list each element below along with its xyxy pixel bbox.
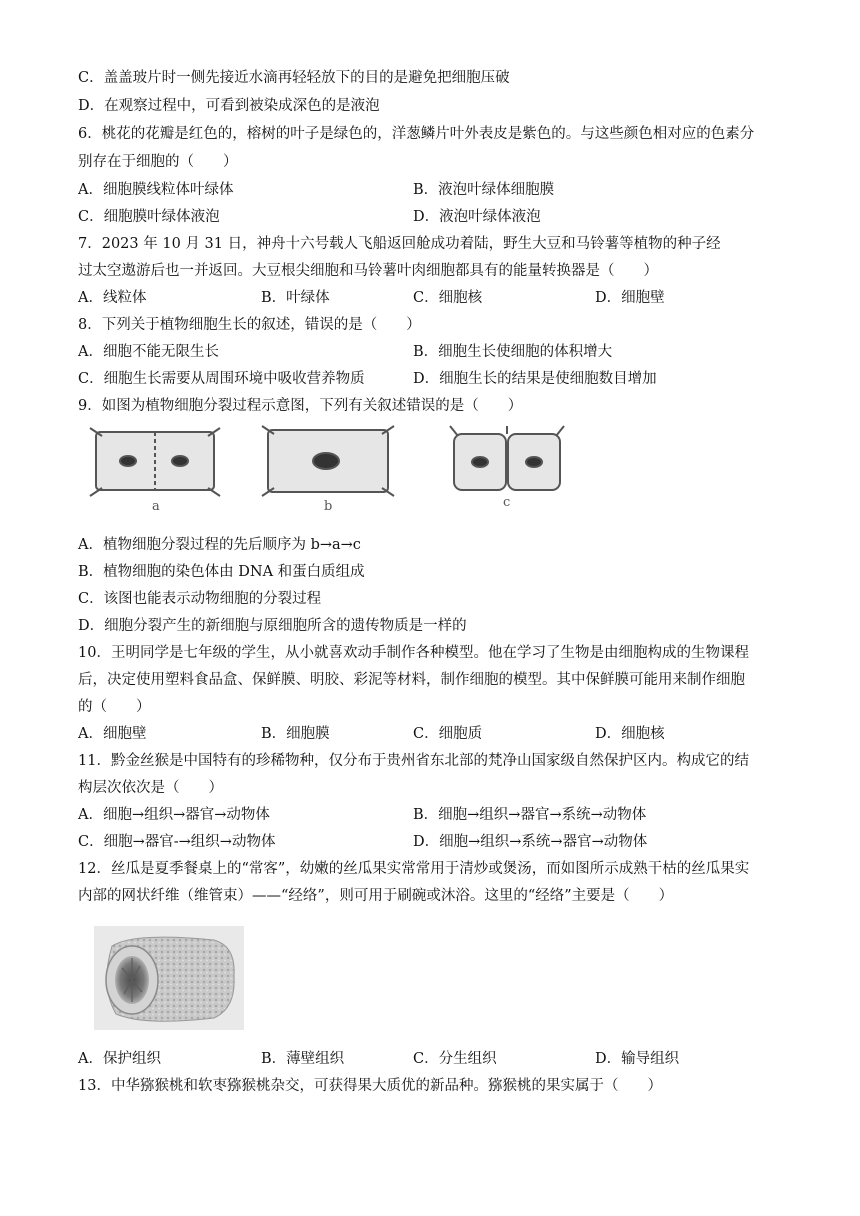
q12-option-c[interactable]: C．分生组织 [413,1051,497,1067]
option-text: D．在观察过程中，可看到被染成深色的是液泡 [78,98,380,114]
q11-option-b[interactable]: B．细胞→组织→器官→系统→动物体 [413,807,647,823]
figure-label-a: a [152,499,160,514]
cell-a [90,428,220,496]
q8-option-c[interactable]: C．细胞生长需要从周围环境中吸收营养物质 [78,371,365,387]
question-6-cont: 别存在于细胞的（ ） [78,154,238,170]
q6-option-c[interactable]: C．细胞膜叶绿体液泡 [78,209,220,225]
q10-option-c[interactable]: C．细胞质 [413,726,483,742]
q12-option-a[interactable]: A．保护组织 [78,1051,161,1067]
cell-c [450,426,564,490]
figure-label-b: b [324,499,333,514]
question-10-cont: 后，决定使用塑料食品盒、保鲜膜、明胶、彩泥等材料，制作细胞的模型。其中保鲜膜可能用来制作细胞 [78,672,745,688]
q10-option-d[interactable]: D．细胞核 [595,726,665,742]
q9-option-b[interactable]: B．植物细胞的染色体由 DNA 和蛋白质组成 [78,564,365,580]
q11-option-a[interactable]: A．细胞→组织→器官→动物体 [78,807,270,823]
question-7: 7．2023 年 10 月 31 日，神舟十六号载人飞船返回舱成功着陆，野生大豆和马铃薯等植物的种子经 [78,236,721,252]
question-6: 6．桃花的花瓣是红色的，榕树的叶子是绿色的，洋葱鳞片叶外表皮是紫色的。与这些颜色相对应的色素分 [78,126,755,142]
q9-option-d[interactable]: D．细胞分裂产生的新细胞与原细胞所含的遗传物质是一样的 [78,618,467,634]
q12-option-b[interactable]: B．薄壁组织 [261,1051,345,1067]
question-12: 12．丝瓜是夏季餐桌上的“常客”，幼嫩的丝瓜果实常常用于清炒或煲汤，而如图所示成熟干枯的丝瓜果实 [78,861,750,877]
q12-option-d[interactable]: D．输导组织 [595,1051,680,1067]
q6-option-a[interactable]: A．细胞膜线粒体叶绿体 [78,182,234,198]
figure-label-c: c [503,495,511,510]
q6-option-d[interactable]: D．液泡叶绿体液泡 [413,209,541,225]
q7-option-a[interactable]: A．线粒体 [78,290,147,306]
q8-option-b[interactable]: B．细胞生长使细胞的体积增大 [413,344,613,360]
q9-option-c[interactable]: C．该图也能表示动物细胞的分裂过程 [78,591,322,607]
q6-option-b[interactable]: B．液泡叶绿体细胞膜 [413,182,555,198]
option-text: C．盖盖玻片时一侧先接近水滴再轻轻放下的目的是避免把细胞压破 [78,70,510,86]
q9-option-a[interactable]: A．植物细胞分裂过程的先后顺序为 b→a→c [78,537,361,553]
question-10-cont2: 的（ ） [78,699,151,715]
loofah-photo [94,926,244,1030]
q8-option-a[interactable]: A．细胞不能无限生长 [78,344,219,360]
question-9: 9．如图为植物细胞分裂过程示意图，下列有关叙述错误的是（ ） [78,398,523,414]
question-11-cont: 构层次依次是（ ） [78,780,223,796]
question-11: 11．黔金丝猴是中国特有的珍稀物种，仅分布于贵州省东北部的梵净山国家级自然保护区内。构成它的结 [78,753,749,769]
q11-option-c[interactable]: C．细胞→器官-→组织→动物体 [78,834,276,850]
cell-b [262,426,394,496]
q8-option-d[interactable]: D．细胞生长的结果是使细胞数目增加 [413,371,657,387]
q7-option-d[interactable]: D．细胞壁 [595,290,665,306]
q7-option-b[interactable]: B．叶绿体 [261,290,330,306]
question-8: 8．下列关于植物细胞生长的叙述，错误的是（ ） [78,317,421,333]
question-12-cont: 内部的网状纤维（维管束）——“经络”，则可用于刷碗或沐浴。这里的“经络”主要是（ ） [78,888,674,904]
q7-option-c[interactable]: C．细胞核 [413,290,483,306]
q10-option-a[interactable]: A．细胞壁 [78,726,147,742]
q11-option-d[interactable]: D．细胞→组织→系统→器官→动物体 [413,834,648,850]
question-7-cont: 过太空遨游后也一并返回。大豆根尖细胞和马铃薯叶肉细胞都具有的能量转换器是（ ） [78,263,658,279]
q10-option-b[interactable]: B．细胞膜 [261,726,330,742]
cell-division-figure [88,422,568,514]
question-13: 13．中华猕猴桃和软枣猕猴桃杂交，可获得果大质优的新品种。猕猴桃的果实属于（ ） [78,1078,662,1094]
question-10: 10．王明同学是七年级的学生，从小就喜欢动手制作各种模型。他在学习了生物是由细胞构成的生物课程 [78,645,749,661]
